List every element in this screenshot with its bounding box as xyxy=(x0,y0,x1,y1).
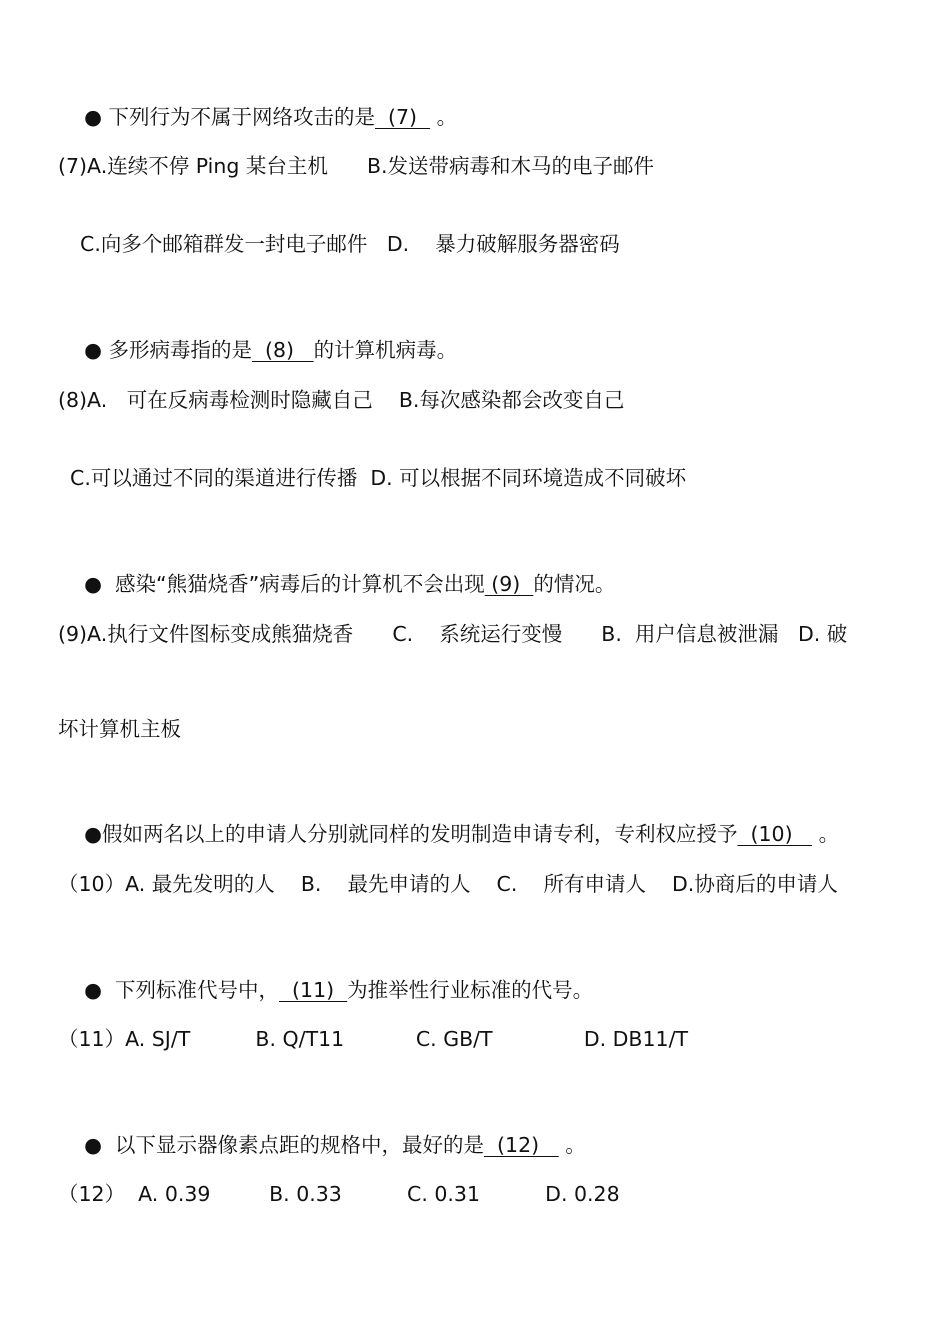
question-12-options: （12） A. 0.39 B. 0.33 C. 0.31 D. 0.28 xyxy=(58,1182,620,1206)
question-12-stem-end: 。 xyxy=(558,1133,586,1157)
question-8-stem-end: 的计算机病毒。 xyxy=(313,338,458,362)
question-9-stem xyxy=(58,542,615,626)
question-11-answer-blank: (11) xyxy=(279,978,348,1002)
question-7-stem-end: 。 xyxy=(430,105,458,129)
question-12-stem xyxy=(58,1103,586,1187)
question-8-answer-blank: (8) xyxy=(251,338,314,362)
question-9-stem-end: 的情况。 xyxy=(533,572,616,596)
question-10-stem-text: ●假如两名以上的申请人分别就同样的发明制造申请专利，专利权应授予 xyxy=(84,822,738,846)
question-11-stem xyxy=(58,948,593,1032)
question-7-answer-blank: (7) xyxy=(374,105,431,129)
question-7-stem xyxy=(58,75,457,159)
question-9-options-line-1: (9)A.执行文件图标变成熊猫烧香 C. 系统运行变慢 B. 用户信息被泄漏 D. 破 xyxy=(58,622,848,646)
question-8-stem xyxy=(58,308,457,392)
question-7-options-line-2: C.向多个邮箱群发一封电子邮件 D. 暴力破解服务器密码 xyxy=(80,232,620,256)
question-9-options-line-2: 坏计算机主板 xyxy=(58,717,181,741)
question-11-options: （11）A. SJ/T B. Q/T11 C. GB/T D. DB11/T xyxy=(58,1027,688,1051)
question-12-answer-blank: (12) xyxy=(484,1133,559,1157)
question-8-options-line-1: (8)A. 可在反病毒检测时隐藏自己 B.每次感染都会改变自己 xyxy=(58,388,625,412)
question-12-stem-text: ● 以下显示器像素点距的规格中，最好的是 xyxy=(84,1133,484,1157)
question-10-options: （10）A. 最先发明的人 B. 最先申请的人 C. 所有申请人 D.协商后的申请人 xyxy=(58,872,838,896)
question-11-stem-end: 为推举性行业标准的代号。 xyxy=(347,978,594,1002)
question-8-options-line-2: C.可以通过不同的渠道进行传播 D. 可以根据不同环境造成不同破坏 xyxy=(70,466,687,490)
question-9-answer-blank: (9) xyxy=(484,572,534,596)
question-11-stem-text: ● 下列标准代号中， xyxy=(84,978,279,1002)
question-10-answer-blank: (10) xyxy=(737,822,813,846)
question-7-options-line-1: (7)A.连续不停 Ping 某台主机 B.发送带病毒和木马的电子邮件 xyxy=(58,154,655,178)
question-9-stem-text: ● 感染“熊猫烧香”病毒后的计算机不会出现 xyxy=(84,572,485,596)
question-10-stem xyxy=(58,792,839,876)
question-8-stem-text: ● 多形病毒指的是 xyxy=(84,338,252,362)
question-10-stem-end: 。 xyxy=(812,822,840,846)
question-7-stem-text: ● 下列行为不属于网络攻击的是 xyxy=(84,105,375,129)
